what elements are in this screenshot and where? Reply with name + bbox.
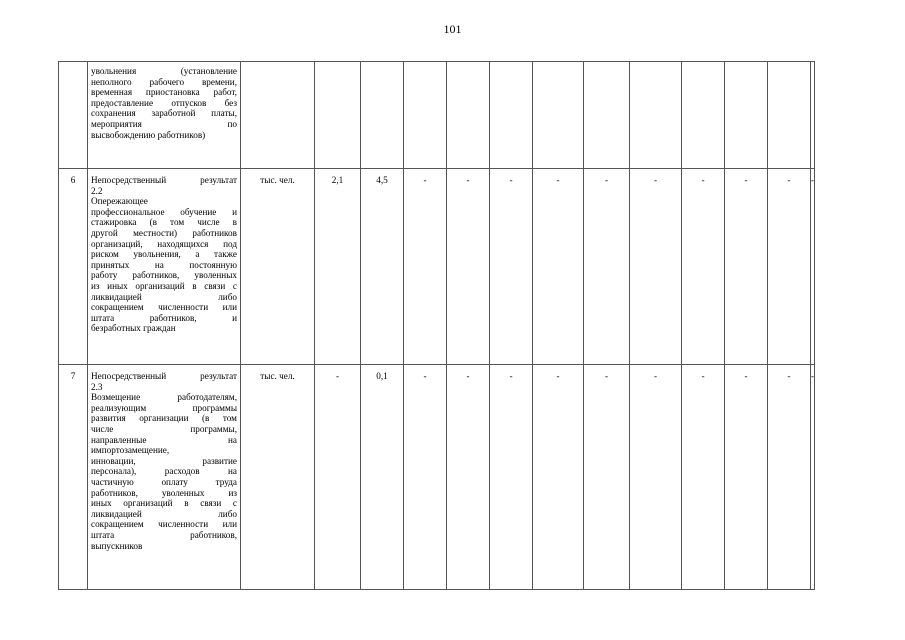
description-line: профессиональное обучение и xyxy=(91,206,237,217)
description-line: реализующим программы xyxy=(91,402,237,413)
row-value xyxy=(490,62,533,169)
description-line: сохранения заработной платы, xyxy=(91,108,237,119)
description-line: инновации, развитие xyxy=(91,455,237,466)
row-value xyxy=(315,62,361,169)
description-line: высвобождению работников) xyxy=(91,129,206,140)
row-value: - xyxy=(584,169,630,365)
row-value: - xyxy=(533,365,584,590)
row-value: - xyxy=(404,169,447,365)
description-line: принятых на постоянную xyxy=(91,259,237,270)
row-number xyxy=(59,62,88,169)
description-line: частичную оплату труда xyxy=(91,476,237,487)
description-line: работу работников, уволенных xyxy=(91,270,237,281)
row-value: - xyxy=(315,365,361,590)
row-value xyxy=(768,62,811,169)
description-line: работников, уволенных из xyxy=(91,487,237,498)
description-line: предоставление отпусков без xyxy=(91,97,237,108)
row-value: - xyxy=(682,169,725,365)
row-value: - xyxy=(490,365,533,590)
description-line: увольнения (установление xyxy=(91,66,237,76)
row-value xyxy=(447,62,490,169)
description-line: числе программы, xyxy=(91,423,237,434)
description-line: Непосредственный результат xyxy=(91,371,237,381)
row-value: - xyxy=(768,169,811,365)
row-value: - xyxy=(630,169,682,365)
data-table xyxy=(58,61,815,590)
row-value: - xyxy=(682,365,725,590)
description-line: Непосредственный результат xyxy=(91,175,237,185)
description-line: Опережающее xyxy=(91,196,148,207)
description-line: из иных организаций в связи с xyxy=(91,280,237,291)
row-value: - xyxy=(630,365,682,590)
row-unit: тыс. чел. xyxy=(241,365,315,590)
description-line: ликвидацией либо xyxy=(91,291,237,302)
row-value: - xyxy=(584,365,630,590)
row-value xyxy=(533,62,584,169)
description-line: ликвидацией либо xyxy=(91,508,237,519)
row-number: 6 xyxy=(59,169,88,365)
description-line: 2.3 xyxy=(91,381,103,392)
row-value: - xyxy=(811,169,815,365)
description-line: импортозамещение, xyxy=(91,445,170,456)
row-unit xyxy=(241,62,315,169)
page-number: 101 xyxy=(443,22,462,36)
row-number: 7 xyxy=(59,365,88,590)
description-line: иных организаций в связи с xyxy=(91,498,237,509)
table-row xyxy=(59,62,815,169)
row-description xyxy=(88,62,241,169)
table-row xyxy=(59,365,815,590)
row-value xyxy=(404,62,447,169)
description-line: штата работников, xyxy=(91,529,237,540)
row-description xyxy=(88,365,241,590)
description-line: временная приостановка работ, xyxy=(91,87,237,98)
row-value: 4,5 xyxy=(361,169,404,365)
description-line: безработных граждан xyxy=(91,323,176,334)
description-line: направленные на xyxy=(91,434,237,445)
row-value: - xyxy=(533,169,584,365)
row-value: - xyxy=(725,169,768,365)
row-value: - xyxy=(447,365,490,590)
description-line: развития организации (в том xyxy=(91,413,237,424)
row-value xyxy=(811,62,815,169)
row-value: - xyxy=(725,365,768,590)
description-line: Возмещение работодателям, xyxy=(91,392,237,403)
description-line: другой местности) работников xyxy=(91,227,237,238)
row-value xyxy=(630,62,682,169)
description-line: персонала), расходов на xyxy=(91,466,237,477)
row-value: 0,1 xyxy=(361,365,404,590)
row-unit: тыс. чел. xyxy=(241,169,315,365)
description-line: сокращением численности или xyxy=(91,519,237,530)
description-line: риском увольнения, а также xyxy=(91,249,237,260)
row-value xyxy=(682,62,725,169)
row-value xyxy=(725,62,768,169)
table-row xyxy=(59,169,815,365)
description-line: мероприятия по xyxy=(91,118,237,129)
row-value: - xyxy=(404,365,447,590)
description-line: неполного рабочего времени, xyxy=(91,76,237,87)
description-line: организаций, находящихся под xyxy=(91,238,237,249)
description-line: штата работников, и xyxy=(91,312,237,323)
description-line: сокращением численности или xyxy=(91,302,237,313)
row-value xyxy=(361,62,404,169)
row-value: - xyxy=(490,169,533,365)
description-line: 2.2 xyxy=(91,185,103,196)
row-value: - xyxy=(768,365,811,590)
description-line: выпускников xyxy=(91,540,143,551)
description-line: стажировка (в том числе в xyxy=(91,217,237,228)
row-value: 2,1 xyxy=(315,169,361,365)
row-value: - xyxy=(811,365,815,590)
row-value: - xyxy=(447,169,490,365)
row-description xyxy=(88,169,241,365)
row-value xyxy=(584,62,630,169)
